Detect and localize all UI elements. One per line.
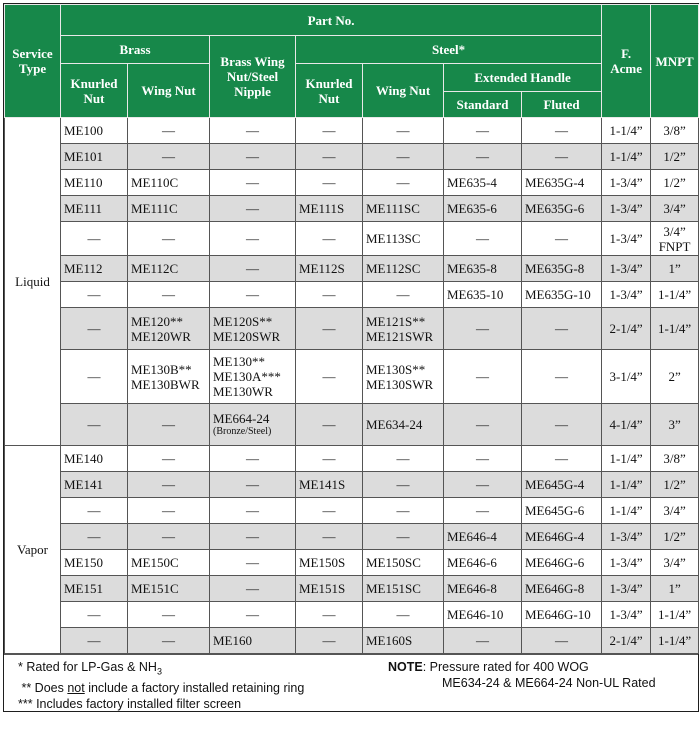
- cell-brass-wing-steel-nipple: —: [210, 498, 296, 524]
- cell-steel-wing-nut: —: [363, 446, 444, 472]
- cell-brass-wing-steel-nipple: —: [210, 222, 296, 256]
- cell-steel-wing-nut: ME111SC: [363, 196, 444, 222]
- cell-steel-wing-nut: —: [363, 118, 444, 144]
- cell-brass-knurled-nut: —: [61, 524, 128, 550]
- cell-steel-knurled-nut: —: [296, 602, 363, 628]
- cell-steel-wing-nut: —: [363, 170, 444, 196]
- cell-f-acme: 4-1/4”: [602, 404, 651, 446]
- cell-f-acme: 1-3/4”: [602, 602, 651, 628]
- cell-steel-wing-nut: ME130S** ME130SWR: [363, 350, 444, 404]
- cell-mnpt: 2”: [651, 350, 699, 404]
- cell-extended-handle-standard: ME635-6: [444, 196, 522, 222]
- cell-f-acme: 1-1/4”: [602, 498, 651, 524]
- cell-brass-wing-nut: —: [128, 222, 210, 256]
- table-row: [5, 256, 699, 282]
- cell-mnpt: 3/4”: [651, 196, 699, 222]
- cell-extended-handle-fluted: ME646G-4: [522, 524, 602, 550]
- cell-extended-handle-standard: ME635-10: [444, 282, 522, 308]
- cell-brass-knurled-nut: —: [61, 498, 128, 524]
- part-number-table-panel: [3, 3, 699, 712]
- cell-extended-handle-fluted: ME635G-8: [522, 256, 602, 282]
- cell-mnpt: 1/2”: [651, 524, 699, 550]
- cell-f-acme: 1-1/4”: [602, 144, 651, 170]
- footnotes: [4, 654, 698, 711]
- cell-f-acme: 1-3/4”: [602, 282, 651, 308]
- cell-brass-knurled-nut: —: [61, 308, 128, 350]
- cell-mnpt: 3/8”: [651, 118, 699, 144]
- cell-steel-knurled-nut: —: [296, 308, 363, 350]
- cell-steel-knurled-nut: ME111S: [296, 196, 363, 222]
- cell-brass-wing-steel-nipple: —: [210, 576, 296, 602]
- cell-brass-wing-nut: ME130B** ME130BWR: [128, 350, 210, 404]
- cell-brass-wing-steel-nipple: —: [210, 144, 296, 170]
- cell-extended-handle-fluted: —: [522, 446, 602, 472]
- standard-header: Standard: [444, 92, 522, 118]
- cell-mnpt: 3/8”: [651, 446, 699, 472]
- cell-steel-wing-nut: —: [363, 144, 444, 170]
- cell-steel-wing-nut: ME150SC: [363, 550, 444, 576]
- f-acme-header: F. Acme: [602, 5, 651, 118]
- cell-brass-wing-steel-nipple: —: [210, 118, 296, 144]
- cell-mnpt: 3/4” FNPT: [651, 222, 699, 256]
- cell-extended-handle-standard: —: [444, 446, 522, 472]
- footnote-retaining-ring: ** Does not include a factory installed retaining ring: [21, 680, 305, 695]
- cell-f-acme: 1-1/4”: [602, 472, 651, 498]
- cell-steel-wing-nut: —: [363, 524, 444, 550]
- cell-steel-knurled-nut: —: [296, 446, 363, 472]
- cell-brass-knurled-nut: ME140: [61, 446, 128, 472]
- cell-brass-knurled-nut: ME101: [61, 144, 128, 170]
- cell-brass-wing-nut: —: [128, 602, 210, 628]
- cell-brass-knurled-nut: ME110: [61, 170, 128, 196]
- cell-brass-knurled-nut: ME100: [61, 118, 128, 144]
- cell-steel-wing-nut: ME160S: [363, 628, 444, 654]
- cell-extended-handle-standard: —: [444, 222, 522, 256]
- cell-brass-wing-nut: —: [128, 446, 210, 472]
- cell-mnpt: 1-1/4”: [651, 602, 699, 628]
- steel-wing-nut-header: Wing Nut: [363, 64, 444, 118]
- cell-brass-wing-steel-nipple: —: [210, 196, 296, 222]
- cell-brass-wing-steel-nipple: —: [210, 602, 296, 628]
- brass-wing-nut-header: Wing Nut: [128, 64, 210, 118]
- cell-f-acme: 1-3/4”: [602, 256, 651, 282]
- cell-extended-handle-fluted: ME645G-4: [522, 472, 602, 498]
- cell-steel-knurled-nut: ME150S: [296, 550, 363, 576]
- cell-steel-knurled-nut: —: [296, 282, 363, 308]
- cell-extended-handle-standard: —: [444, 628, 522, 654]
- cell-brass-knurled-nut: —: [61, 282, 128, 308]
- table-row: [5, 404, 699, 446]
- cell-brass-wing-nut: —: [128, 628, 210, 654]
- cell-f-acme: 2-1/4”: [602, 308, 651, 350]
- cell-mnpt: 1”: [651, 256, 699, 282]
- cell-steel-knurled-nut: —: [296, 498, 363, 524]
- table-row: [5, 144, 699, 170]
- service-type-liquid: Liquid: [5, 118, 61, 446]
- cell-brass-wing-nut: —: [128, 524, 210, 550]
- cell-extended-handle-standard: —: [444, 404, 522, 446]
- cell-steel-wing-nut: —: [363, 498, 444, 524]
- table-row: [5, 196, 699, 222]
- cell-brass-wing-steel-nipple: —: [210, 170, 296, 196]
- cell-extended-handle-standard: —: [444, 498, 522, 524]
- cell-mnpt: 3”: [651, 404, 699, 446]
- cell-mnpt: 3/4”: [651, 498, 699, 524]
- cell-brass-wing-nut: ME150C: [128, 550, 210, 576]
- footnote-rated: * Rated for LP-Gas & $NH_3$: [18, 660, 162, 677]
- note-pressure: NOTE: Pressure rated for 400 WOG: [388, 660, 589, 674]
- cell-brass-knurled-nut: —: [61, 350, 128, 404]
- cell-brass-wing-nut: ME110C: [128, 170, 210, 196]
- cell-brass-knurled-nut: —: [61, 602, 128, 628]
- cell-steel-wing-nut: ME113SC: [363, 222, 444, 256]
- cell-brass-wing-steel-nipple: ME130** ME130A*** ME130WR: [210, 350, 296, 404]
- cell-brass-wing-steel-nipple: —: [210, 256, 296, 282]
- bronze-steel-note: (Bronze/Steel): [213, 426, 272, 437]
- cell-steel-wing-nut: ME121S** ME121SWR: [363, 308, 444, 350]
- cell-brass-knurled-nut: —: [61, 628, 128, 654]
- cell-steel-wing-nut: —: [363, 282, 444, 308]
- cell-steel-knurled-nut: —: [296, 170, 363, 196]
- cell-extended-handle-fluted: ME645G-6: [522, 498, 602, 524]
- table-row: [5, 350, 699, 404]
- cell-brass-wing-nut: ME151C: [128, 576, 210, 602]
- cell-brass-wing-nut: —: [128, 118, 210, 144]
- note-non-ul: ME634-24 & ME664-24 Non-UL Rated: [442, 676, 656, 690]
- cell-extended-handle-fluted: ME635G-6: [522, 196, 602, 222]
- cell-f-acme: 1-3/4”: [602, 524, 651, 550]
- cell-f-acme: 3-1/4”: [602, 350, 651, 404]
- cell-extended-handle-fluted: —: [522, 404, 602, 446]
- cell-f-acme: 1-3/4”: [602, 222, 651, 256]
- cell-f-acme: 1-3/4”: [602, 196, 651, 222]
- cell-steel-knurled-nut: ME141S: [296, 472, 363, 498]
- cell-brass-knurled-nut: ME112: [61, 256, 128, 282]
- cell-steel-knurled-nut: —: [296, 524, 363, 550]
- table-row: [5, 524, 699, 550]
- cell-extended-handle-standard: ME635-4: [444, 170, 522, 196]
- cell-steel-wing-nut: ME151SC: [363, 576, 444, 602]
- cell-brass-knurled-nut: ME111: [61, 196, 128, 222]
- cell-steel-knurled-nut: —: [296, 628, 363, 654]
- cell-f-acme: 1-3/4”: [602, 170, 651, 196]
- cell-brass-wing-nut: ME120** ME120WR: [128, 308, 210, 350]
- table-row: [5, 472, 699, 498]
- cell-steel-wing-nut: —: [363, 472, 444, 498]
- cell-brass-knurled-nut: ME150: [61, 550, 128, 576]
- cell-extended-handle-standard: —: [444, 472, 522, 498]
- table-row: [5, 576, 699, 602]
- cell-extended-handle-fluted: —: [522, 308, 602, 350]
- part-no-header: Part No.: [61, 5, 602, 36]
- cell-mnpt: 1”: [651, 576, 699, 602]
- cell-brass-knurled-nut: —: [61, 222, 128, 256]
- service-type-vapor: Vapor: [5, 446, 61, 654]
- cell-f-acme: 1-3/4”: [602, 550, 651, 576]
- table-row: [5, 446, 699, 472]
- cell-extended-handle-fluted: ME646G-8: [522, 576, 602, 602]
- cell-steel-knurled-nut: —: [296, 118, 363, 144]
- cell-f-acme: 1-3/4”: [602, 576, 651, 602]
- cell-steel-knurled-nut: —: [296, 350, 363, 404]
- table-row: [5, 118, 699, 144]
- cell-mnpt: 1/2”: [651, 170, 699, 196]
- cell-brass-wing-steel-nipple: —: [210, 282, 296, 308]
- cell-extended-handle-fluted: —: [522, 350, 602, 404]
- cell-steel-wing-nut: ME112SC: [363, 256, 444, 282]
- cell-brass-knurled-nut: ME151: [61, 576, 128, 602]
- cell-f-acme: 1-1/4”: [602, 446, 651, 472]
- cell-extended-handle-standard: ME646-8: [444, 576, 522, 602]
- table-row: [5, 282, 699, 308]
- cell-brass-wing-steel-nipple: ME160: [210, 628, 296, 654]
- cell-mnpt: 1/2”: [651, 472, 699, 498]
- brass-header: Brass: [61, 36, 210, 64]
- cell-brass-wing-nut: ME112C: [128, 256, 210, 282]
- cell-extended-handle-fluted: —: [522, 118, 602, 144]
- cell-extended-handle-fluted: —: [522, 222, 602, 256]
- cell-steel-knurled-nut: —: [296, 404, 363, 446]
- cell-extended-handle-standard: —: [444, 118, 522, 144]
- cell-brass-wing-nut: —: [128, 404, 210, 446]
- cell-extended-handle-standard: —: [444, 308, 522, 350]
- steel-knurled-nut-header: Knurled Nut: [296, 64, 363, 118]
- cell-mnpt: 1-1/4”: [651, 628, 699, 654]
- cell-mnpt: 3/4”: [651, 550, 699, 576]
- cell-extended-handle-fluted: ME646G-10: [522, 602, 602, 628]
- fluted-header: Fluted: [522, 92, 602, 118]
- cell-mnpt: 1-1/4”: [651, 308, 699, 350]
- cell-extended-handle-standard: —: [444, 350, 522, 404]
- cell-steel-knurled-nut: ME151S: [296, 576, 363, 602]
- cell-brass-wing-nut: —: [128, 498, 210, 524]
- cell-steel-knurled-nut: —: [296, 222, 363, 256]
- table-row: [5, 550, 699, 576]
- table-row: [5, 628, 699, 654]
- steel-header: Steel*: [296, 36, 602, 64]
- cell-steel-knurled-nut: —: [296, 144, 363, 170]
- cell-extended-handle-standard: ME635-8: [444, 256, 522, 282]
- footnotes-right: [388, 659, 656, 691]
- cell-brass-knurled-nut: ME141: [61, 472, 128, 498]
- cell-mnpt: 1/2”: [651, 144, 699, 170]
- table-row: [5, 498, 699, 524]
- cell-mnpt: 1-1/4”: [651, 282, 699, 308]
- cell-brass-wing-nut: ME111C: [128, 196, 210, 222]
- table-row: [5, 602, 699, 628]
- cell-extended-handle-standard: ME646-6: [444, 550, 522, 576]
- brass-wing-steel-header: Brass Wing Nut/Steel Nipple: [210, 36, 296, 118]
- footnote-filter-screen: *** Includes factory installed filter screen: [18, 696, 242, 711]
- cell-steel-wing-nut: —: [363, 602, 444, 628]
- extended-handle-header: Extended Handle: [444, 64, 602, 92]
- part-number-table: [4, 4, 699, 654]
- cell-extended-handle-fluted: —: [522, 144, 602, 170]
- cell-brass-wing-nut: —: [128, 472, 210, 498]
- table-body: [5, 118, 699, 654]
- table-row: [5, 308, 699, 350]
- mnpt-header: MNPT: [651, 5, 699, 118]
- cell-extended-handle-fluted: —: [522, 628, 602, 654]
- cell-extended-handle-fluted: ME635G-4: [522, 170, 602, 196]
- cell-brass-wing-steel-nipple: —: [210, 472, 296, 498]
- cell-brass-wing-steel-nipple: —: [210, 446, 296, 472]
- service-type-header: Service Type: [5, 5, 61, 118]
- cell-extended-handle-fluted: ME646G-6: [522, 550, 602, 576]
- cell-extended-handle-fluted: ME635G-10: [522, 282, 602, 308]
- brass-knurled-nut-header: Knurled Nut: [61, 64, 128, 118]
- cell-brass-knurled-nut: —: [61, 404, 128, 446]
- cell-brass-wing-steel-nipple: ME120S** ME120SWR: [210, 308, 296, 350]
- table-row: [5, 170, 699, 196]
- cell-f-acme: 2-1/4”: [602, 628, 651, 654]
- cell-extended-handle-standard: —: [444, 144, 522, 170]
- cell-brass-wing-nut: —: [128, 144, 210, 170]
- cell-brass-wing-steel-nipple: —: [210, 550, 296, 576]
- cell-f-acme: 1-1/4”: [602, 118, 651, 144]
- cell-steel-knurled-nut: ME112S: [296, 256, 363, 282]
- table-row: [5, 222, 699, 256]
- cell-extended-handle-standard: ME646-10: [444, 602, 522, 628]
- cell-steel-wing-nut: ME634-24: [363, 404, 444, 446]
- cell-extended-handle-standard: ME646-4: [444, 524, 522, 550]
- cell-brass-wing-nut: —: [128, 282, 210, 308]
- cell-brass-wing-steel-nipple: —: [210, 524, 296, 550]
- cell-brass-wing-steel-nipple: ME664-24 (Bronze/Steel): [210, 404, 296, 446]
- footnotes-left: [18, 659, 304, 712]
